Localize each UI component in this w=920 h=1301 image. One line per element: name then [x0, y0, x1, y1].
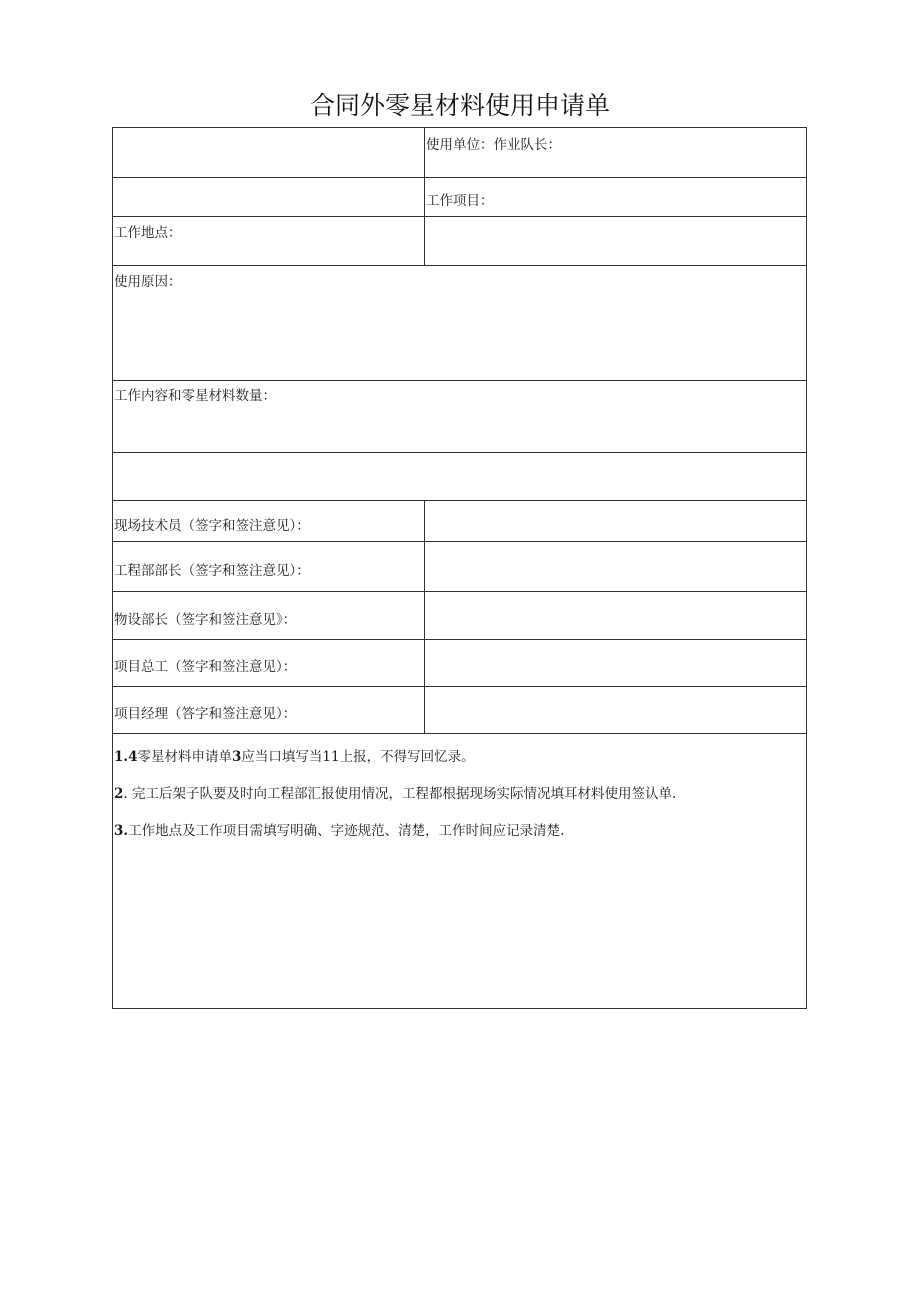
- row-divider: [113, 541, 806, 542]
- row-divider: [113, 591, 806, 592]
- unit-leader-label: 使用单位：作业队长：: [426, 137, 561, 153]
- note-text: 应当口填写当11上报，不得写回忆录。: [241, 749, 475, 765]
- application-form: [112, 127, 807, 1009]
- row-divider: [113, 380, 806, 381]
- note-2: [114, 782, 676, 802]
- row-divider: [113, 177, 806, 178]
- note-3: [114, 819, 564, 839]
- note-number: 2: [114, 786, 124, 802]
- note-number: 1.4: [114, 749, 138, 765]
- signature-label-technician: 现场技术员（签字和签注意见）：: [114, 518, 310, 534]
- column-divider: [424, 500, 425, 733]
- signature-label-engineering-head: 工程部部长（签字和签注意见）：: [114, 563, 310, 579]
- signature-label-chief-engineer: 项目总工（签字和签注意见）：: [114, 659, 297, 675]
- column-divider: [424, 128, 425, 265]
- row-divider: [113, 639, 806, 640]
- note-number: 3: [232, 749, 242, 765]
- location-label: 工作地点：: [114, 225, 182, 241]
- row-divider: [113, 686, 806, 687]
- note-text: 工作地点及工作项目需填写明确、字迹规范、清楚，工作时间应记录清楚.: [128, 823, 565, 839]
- row-divider: [113, 733, 806, 734]
- signature-label-project-manager: 项目经理（答字和签注意见）：: [114, 706, 297, 722]
- signature-label-materials-head: 物设部长（签字和签注意见》：: [114, 612, 297, 628]
- row-divider: [113, 500, 806, 501]
- note-number: 3.: [114, 823, 129, 839]
- row-divider: [113, 265, 806, 266]
- content-label: 工作内容和零星材料数量：: [114, 388, 276, 404]
- row-divider: [113, 452, 806, 453]
- page-title: 合同外零星材料使用申请单: [309, 91, 610, 120]
- note-1: [114, 745, 475, 765]
- reason-label: 使用原因：: [114, 274, 182, 290]
- note-text: . 完工后架子队要及时向工程部汇报使用情况，工程都根据现场实际情况填耳材料使用签认单.: [123, 786, 677, 802]
- project-label: 工作项目：: [426, 193, 494, 209]
- note-text: 零星材料申请单: [137, 749, 232, 765]
- row-divider: [113, 216, 806, 217]
